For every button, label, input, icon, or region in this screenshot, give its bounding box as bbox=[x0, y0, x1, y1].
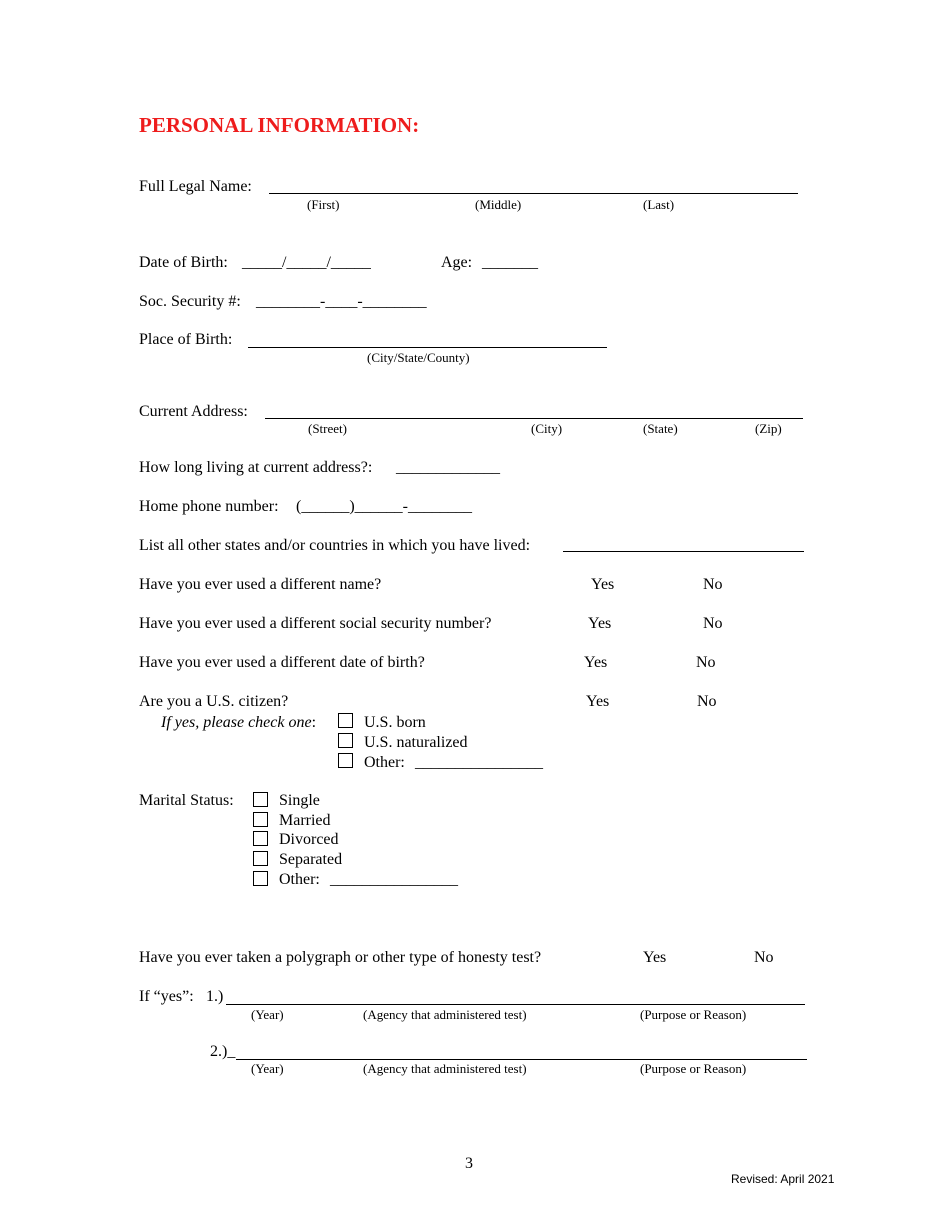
full-name-label: Full Legal Name: bbox=[139, 178, 252, 195]
marital-other-label: Other: bbox=[279, 871, 320, 888]
citizen-yes[interactable]: Yes bbox=[586, 693, 610, 710]
polygraph-entry-1-number: 1.) bbox=[206, 988, 224, 1005]
address-label: Current Address: bbox=[139, 403, 248, 420]
address-field[interactable] bbox=[265, 418, 803, 419]
separated-checkbox[interactable] bbox=[253, 851, 268, 866]
states-field[interactable] bbox=[563, 551, 804, 552]
entry-2-year-hint: (Year) bbox=[251, 1061, 284, 1076]
married-label: Married bbox=[279, 812, 331, 829]
polygraph-no[interactable]: No bbox=[754, 949, 774, 966]
diff-name-yes[interactable]: Yes bbox=[591, 576, 615, 593]
entry-2-purpose-hint: (Purpose or Reason) bbox=[640, 1061, 747, 1076]
separated-label: Separated bbox=[279, 851, 343, 868]
diff-ssn-yes[interactable]: Yes bbox=[588, 615, 612, 632]
polygraph-ifyes-label: If “yes”: bbox=[139, 988, 194, 1005]
divorced-checkbox[interactable] bbox=[253, 831, 268, 846]
polygraph-yes[interactable]: Yes bbox=[643, 949, 667, 966]
question-diff-dob: Have you ever used a different date of birth? bbox=[139, 654, 425, 671]
marital-other-field[interactable]: ________________ bbox=[330, 871, 458, 888]
middle-name-hint: (Middle) bbox=[475, 197, 522, 212]
last-name-hint: (Last) bbox=[643, 197, 675, 212]
citizen-other-label: Other: bbox=[364, 754, 405, 771]
citizen-other-checkbox[interactable] bbox=[338, 753, 353, 768]
question-citizen: Are you a U.S. citizen? bbox=[139, 693, 289, 710]
citizen-other-field[interactable]: ________________ bbox=[415, 754, 543, 771]
city-hint: (City) bbox=[531, 421, 563, 436]
pob-hint: (City/State/County) bbox=[367, 350, 470, 365]
citizen-prompt: If yes, please check one: bbox=[161, 714, 317, 731]
ssn-field[interactable]: ________-____-________ bbox=[256, 293, 427, 310]
diff-dob-no[interactable]: No bbox=[696, 654, 716, 671]
question-diff-name: Have you ever used a different name? bbox=[139, 576, 382, 593]
single-label: Single bbox=[279, 792, 320, 809]
state-hint: (State) bbox=[643, 421, 678, 436]
age-label: Age: bbox=[441, 254, 473, 271]
polygraph-entry-2-field[interactable] bbox=[236, 1059, 807, 1060]
street-hint: (Street) bbox=[308, 421, 347, 436]
ssn-label: Soc. Security #: bbox=[139, 293, 241, 310]
full-name-field[interactable] bbox=[269, 193, 798, 194]
diff-ssn-no[interactable]: No bbox=[703, 615, 723, 632]
dob-label: Date of Birth: bbox=[139, 254, 228, 271]
pob-field[interactable] bbox=[248, 347, 607, 348]
zip-hint: (Zip) bbox=[755, 421, 782, 436]
entry-1-purpose-hint: (Purpose or Reason) bbox=[640, 1007, 747, 1022]
entry-1-year-hint: (Year) bbox=[251, 1007, 284, 1022]
single-checkbox[interactable] bbox=[253, 792, 268, 807]
us-naturalized-label: U.S. naturalized bbox=[364, 734, 468, 751]
howlong-field[interactable]: _____________ bbox=[396, 459, 500, 476]
dob-field[interactable]: _____/_____/_____ bbox=[242, 254, 371, 271]
first-name-hint: (First) bbox=[307, 197, 340, 212]
polygraph-entry-1-field[interactable] bbox=[226, 1004, 805, 1005]
married-checkbox[interactable] bbox=[253, 812, 268, 827]
page-title: PERSONAL INFORMATION: bbox=[139, 113, 420, 137]
diff-name-no[interactable]: No bbox=[703, 576, 723, 593]
entry-2-agency-hint: (Agency that administered test) bbox=[363, 1061, 527, 1076]
page-number: 3 bbox=[465, 1155, 473, 1172]
marital-label: Marital Status: bbox=[139, 792, 234, 809]
phone-label: Home phone number: bbox=[139, 498, 279, 515]
phone-field[interactable]: (______)______-________ bbox=[296, 498, 472, 515]
us-born-label: U.S. born bbox=[364, 714, 426, 731]
us-born-checkbox[interactable] bbox=[338, 713, 353, 728]
entry-1-agency-hint: (Agency that administered test) bbox=[363, 1007, 527, 1022]
pob-label: Place of Birth: bbox=[139, 331, 233, 348]
marital-other-checkbox[interactable] bbox=[253, 871, 268, 886]
diff-dob-yes[interactable]: Yes bbox=[584, 654, 608, 671]
citizen-no[interactable]: No bbox=[697, 693, 717, 710]
polygraph-entry-2-number: 2.)_ bbox=[210, 1043, 236, 1060]
divorced-label: Divorced bbox=[279, 831, 339, 848]
us-naturalized-checkbox[interactable] bbox=[338, 733, 353, 748]
states-label: List all other states and/or countries in which you have lived: bbox=[139, 537, 531, 554]
question-diff-ssn: Have you ever used a different social security number? bbox=[139, 615, 492, 632]
revised-date: Revised: April 2021 bbox=[731, 1172, 835, 1186]
age-field[interactable]: _______ bbox=[482, 254, 538, 271]
question-polygraph: Have you ever taken a polygraph or other type of honesty test? bbox=[139, 949, 542, 966]
howlong-label: How long living at current address?: bbox=[139, 459, 373, 476]
